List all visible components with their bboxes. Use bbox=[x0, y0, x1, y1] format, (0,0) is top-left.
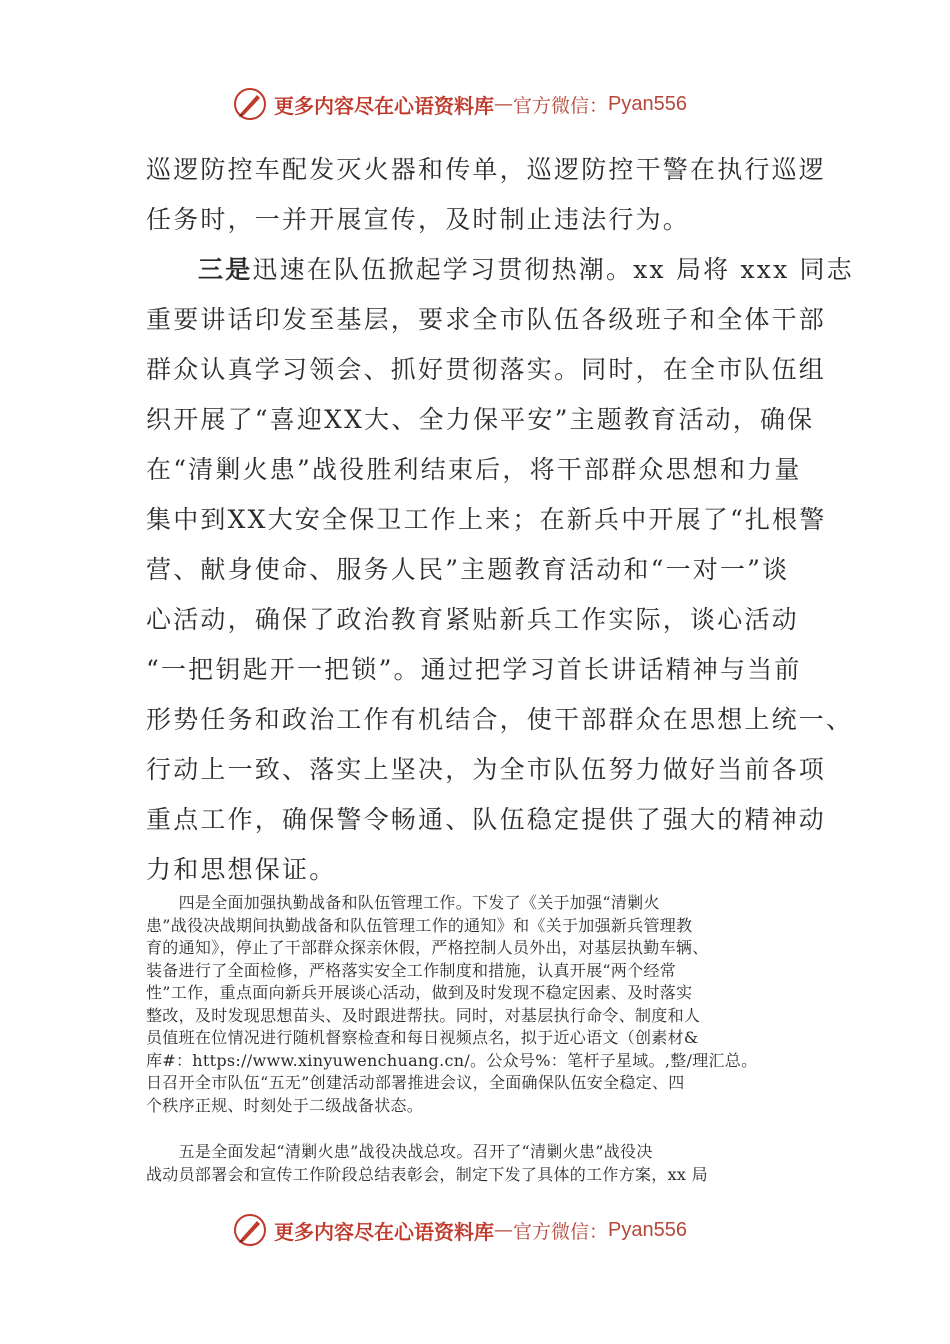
footer-banner bbox=[232, 1210, 687, 1250]
paragraph-3-first-line bbox=[146, 245, 854, 295]
paragraph-4 bbox=[146, 892, 826, 1117]
small-line: 员值班在位情况进行随机督察检查和每日视频点名，拟于近心语文（创素材& bbox=[146, 1028, 699, 1047]
body-line: 形势任务和政治工作有机结合，使干部群众在思想上统一、 bbox=[146, 705, 854, 734]
small-line: 日召开全市队伍“五无”创建活动部署推进会议，全面确保队伍安全稳定、四 bbox=[146, 1073, 685, 1092]
body-line: 任务时，一并开展宣传，及时制止违法行为。 bbox=[146, 205, 691, 234]
small-line: 五是全面发起“清剿火患”战役决战总攻。召开了“清剿火患”战役决 bbox=[146, 1142, 653, 1161]
body-line: 巡逻防控车配发灭火器和传单，巡逻防控干警在执行巡逻 bbox=[146, 155, 827, 184]
small-line: 性”工作，重点面向新兵开展谈心活动，做到及时发现不稳定因素、及时落实 bbox=[146, 983, 693, 1002]
small-line: 战动员部署会和宣传工作阶段总结表彰会，制定下发了具体的工作方案，xx 局 bbox=[146, 1164, 708, 1184]
body-line: 行动上一致、落实上坚决，为全市队伍努力做好当前各项 bbox=[146, 755, 827, 784]
paragraph-3-text: 迅速在队伍掀起学习贯彻热潮。xx 局将 xxx 同志 bbox=[252, 255, 854, 284]
banner-wechat-id: Pyan556 bbox=[608, 1218, 687, 1241]
body-line: “一把钥匙开一把锁”。通过把学习首长讲话精神与当前 bbox=[146, 655, 802, 684]
body-line: 力和思想保证。 bbox=[146, 855, 337, 884]
pen-logo-icon bbox=[232, 86, 268, 122]
banner-dash: — bbox=[494, 93, 513, 115]
banner-official: 官方微信： bbox=[513, 1220, 609, 1243]
banner-brand: 更多内容尽在心语资料库 bbox=[274, 1219, 494, 1244]
small-line: 患”战役决战期间执勤战备和队伍管理工作的通知》和《关于加强新兵管理教 bbox=[146, 915, 693, 935]
small-line: 四是全面加强执勤战备和队伍管理工作。下发了《关于加强“清剿火 bbox=[146, 893, 660, 912]
small-line: 个秩序正规、时刻处于二级战备状态。 bbox=[146, 1095, 424, 1115]
banner-dash: — bbox=[494, 1219, 513, 1241]
pen-logo-icon bbox=[232, 1212, 268, 1248]
paragraph-3-lead: 三是 bbox=[198, 255, 253, 284]
body-large-section bbox=[146, 145, 854, 895]
small-line: 整改，及时发现思想苗头、及时跟进帮扶。同时，对基层执行命令、制度和人 bbox=[146, 1005, 701, 1025]
body-line: 营、献身使命、服务人民”主题教育活动和“一对一”谈 bbox=[146, 555, 790, 584]
banner-wechat-id: Pyan556 bbox=[608, 92, 687, 115]
small-line: 装备进行了全面检修，严格落实安全工作制度和措施，认真开展“两个经常 bbox=[146, 960, 677, 980]
paragraph-5 bbox=[146, 1141, 826, 1186]
small-line: 库#：https://www.xinyuwenchuang.cn/。公众号%：笔杆子星域。,整/理汇总。 bbox=[146, 1050, 758, 1070]
body-line: 集中到XX大安全保卫工作上来；在新兵中开展了“扎根警 bbox=[146, 505, 827, 534]
body-line: 心活动，确保了政治教育紧贴新兵工作实际，谈心活动 bbox=[146, 605, 799, 634]
banner-official: 官方微信： bbox=[513, 94, 609, 117]
body-line: 重要讲话印发至基层，要求全市队伍各级班子和全体干部 bbox=[146, 305, 827, 334]
small-line: 育的通知》，停止了干部群众探亲休假，严格控制人员外出，对基层执勤车辆、 bbox=[146, 938, 709, 957]
banner-brand: 更多内容尽在心语资料库 bbox=[274, 93, 494, 118]
body-line: 重点工作，确保警令畅通、队伍稳定提供了强大的精神动 bbox=[146, 805, 827, 834]
header-banner bbox=[232, 84, 687, 124]
body-line: 群众认真学习领会、抓好贯彻落实。同时，在全市队伍组 bbox=[146, 355, 827, 384]
body-line: 织开展了“喜迎XX大、全力保平安”主题教育活动，确保 bbox=[146, 405, 815, 434]
body-line: 在“清剿火患”战役胜利结束后，将干部群众思想和力量 bbox=[146, 455, 802, 484]
